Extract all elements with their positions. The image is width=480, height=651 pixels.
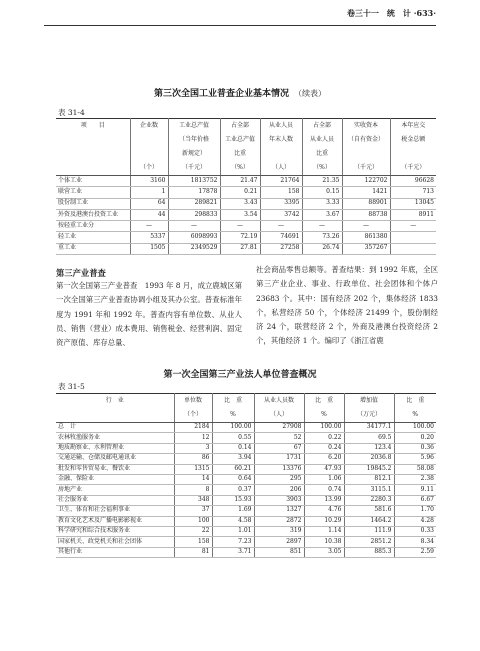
table2-cell: 2.59 [394, 547, 436, 557]
table1-cell: 0.15 [302, 187, 342, 198]
table2-header-cell: % [394, 408, 436, 423]
table2-cell: 4.28 [394, 516, 436, 526]
table2-cell: 348 [174, 495, 212, 505]
table2-row [56, 464, 436, 474]
table1-cell: 3.43 [220, 198, 260, 209]
table2-cell: 295 [254, 474, 304, 484]
table1-row [56, 176, 436, 187]
table1-row [56, 198, 436, 209]
table1-cell: — [220, 221, 260, 232]
table2-cell: 34177.1 [344, 423, 394, 433]
table1-cell: 158 [260, 187, 302, 198]
table1-cell: — [390, 221, 436, 232]
table2-cell: 319 [254, 526, 304, 536]
table1-header-cell [130, 147, 168, 161]
table2-row [56, 506, 436, 516]
table2-cell: 1.14 [304, 526, 344, 536]
table1-header-cell [56, 133, 130, 147]
table2-cell: 22 [174, 526, 212, 536]
table2-cell: 4.76 [304, 506, 344, 516]
table2-cell: 52 [254, 433, 304, 443]
table2-cell: 社会服务业 [56, 495, 174, 505]
table1 [56, 118, 436, 255]
table2-cell: 47.93 [304, 464, 344, 474]
table2-row [56, 474, 436, 484]
table2-cell: 123.4 [344, 443, 394, 453]
table1-cell: 861380 [342, 232, 390, 243]
table1-cell: 1421 [342, 187, 390, 198]
table2-cell: 581.6 [344, 506, 394, 516]
table1-cell: 2349529 [168, 243, 220, 254]
table1-cell: 713 [390, 187, 436, 198]
table1-header-cell: 税金总额 [401, 135, 426, 143]
table2-cell: 房地产业 [56, 485, 174, 495]
table1-cell: 88901 [342, 198, 390, 209]
table1-header-cell: 新规定） [168, 147, 220, 161]
table1-cell: 27258 [260, 243, 302, 254]
table2-cell: 2872 [254, 516, 304, 526]
table2-cell: 3.05 [304, 547, 344, 557]
table1-cell: 1813752 [168, 176, 220, 187]
table1-header-cell [130, 133, 168, 147]
table2-header-cell: 比 重 [394, 394, 436, 409]
table2-cell: 0.37 [212, 485, 254, 495]
table2-cell: 1315 [174, 464, 212, 474]
table1-cell: 21.35 [302, 176, 342, 187]
table2-header-cell: （个） [174, 408, 212, 423]
table1-cell: 3.33 [302, 198, 342, 209]
table1-header-cell: 企业数 [130, 119, 168, 134]
table2-cell: 2.38 [394, 474, 436, 484]
table2-cell: 19845.2 [344, 464, 394, 474]
table2-cell: 卫生、体育和社会福利事业 [56, 506, 174, 516]
table1-header-cell: 比重 [220, 147, 260, 161]
table2-cell: 3115.1 [344, 485, 394, 495]
table2-cell: 0.33 [394, 526, 436, 536]
table2-cell: 1327 [254, 506, 304, 516]
table1-header-cell: （当年价格 [168, 133, 220, 147]
table2-cell: 3903 [254, 495, 304, 505]
table1-cell: 轻工业 [56, 232, 130, 243]
table1-row [56, 232, 436, 243]
table1-cell: 73.26 [302, 232, 342, 243]
table1-cell: 1 [130, 187, 168, 198]
table1-header-cell: 占全部 [302, 119, 342, 134]
table2-cell: 81 [174, 547, 212, 557]
table2-cell: 10.38 [304, 537, 344, 547]
table1-header-cell: （%） [302, 161, 342, 176]
table2-header-cell: % [212, 408, 254, 423]
table2-cell: 5.96 [394, 454, 436, 464]
table2-cell: 1464.2 [344, 516, 394, 526]
table1-label: 表 31-4 [58, 108, 85, 117]
table2-header-cell [56, 408, 174, 423]
table1-cell: 股份制工业 [56, 198, 130, 209]
table2-cell: 15.93 [212, 495, 254, 505]
table2-cell: 2851.2 [344, 537, 394, 547]
table2-cell: 4.58 [212, 516, 254, 526]
table2-cell: 69.5 [344, 433, 394, 443]
table2-header-cell: % [304, 408, 344, 423]
table1-header-cell [56, 147, 130, 161]
table2-cell: 100.00 [394, 423, 436, 433]
table1-header-cell: 从业人员 [302, 133, 342, 147]
table2-cell: 8.34 [394, 537, 436, 547]
section-heading: 第三产业普查 [56, 268, 106, 278]
table1-row [56, 209, 436, 220]
table2-cell: 1.01 [212, 526, 254, 536]
table1-title-text: 第三次全国工业普查企业基本情况 [153, 89, 289, 99]
table1-header-cell: 工业总产值 [220, 133, 260, 147]
table2-row [56, 485, 436, 495]
table2-cell: 10.29 [304, 516, 344, 526]
table2-header-cell: 单位数 [174, 394, 212, 409]
table1-cell: 5337 [130, 232, 168, 243]
table2-cell: 0.36 [394, 443, 436, 453]
table1-subtitle: （续表） [298, 89, 327, 98]
table1-row [56, 187, 436, 198]
table1-cell: 外资及港澳台投资工业 [56, 209, 130, 220]
table2-cell: 2280.3 [344, 495, 394, 505]
table1-header-cell [260, 147, 302, 161]
table2-cell: 3.71 [212, 547, 254, 557]
table2-cell: 67 [254, 443, 304, 453]
table2-cell: 2036.8 [344, 454, 394, 464]
running-header: 卷三十一 统 计 ·633· [346, 8, 436, 18]
table2-cell: 60.21 [212, 464, 254, 474]
table1-header-cell [342, 147, 390, 161]
table1-cell: 26.74 [302, 243, 342, 254]
table2-cell: 100.00 [212, 423, 254, 433]
table1-title [0, 86, 480, 99]
table1-cell: 289821 [168, 198, 220, 209]
table1-cell: — [302, 221, 342, 232]
table2-cell: 86 [174, 454, 212, 464]
table2-row [56, 547, 436, 557]
table1-cell: 0.21 [220, 187, 260, 198]
table2-cell: 13376 [254, 464, 304, 474]
table2-header-cell: （万元） [344, 408, 394, 423]
table2-cell: 8 [174, 485, 212, 495]
table2-cell: 1.70 [394, 506, 436, 516]
table2-cell: 0.20 [394, 433, 436, 443]
table2-title: 第一次全国第三产业法人单位普查概况 [163, 370, 317, 380]
table1-header-row [56, 147, 436, 161]
table1-cell: 13045 [390, 198, 436, 209]
table2-header-cell: （人） [254, 408, 304, 423]
table1-cell: 重工业 [56, 243, 130, 254]
table1-header-cell [56, 161, 130, 176]
table1-cell [390, 243, 436, 254]
table2-cell: 科学研究和综合技术服务业 [56, 526, 174, 536]
table1-cell: 联营工业 [56, 187, 130, 198]
table2-cell: 0.24 [304, 443, 344, 453]
table2-header-cell: 增加值 [344, 394, 394, 409]
table2-row [56, 495, 436, 505]
table1-header-cell: （自有资金） [342, 133, 390, 147]
table2-row [56, 454, 436, 464]
table2-cell: 3.94 [212, 454, 254, 464]
table1-cell: 88738 [342, 209, 390, 220]
table1-cell: 3.67 [302, 209, 342, 220]
table2-cell: 其他行业 [56, 547, 174, 557]
table2-cell: 13.99 [304, 495, 344, 505]
table1-header-cell: 比重 [302, 147, 342, 161]
table2-header-cell: 从业人员数 [254, 394, 304, 409]
table1-header-row [56, 161, 436, 176]
table2-row [56, 433, 436, 443]
table1-cell: 3742 [260, 209, 302, 220]
table1-cell: 3160 [130, 176, 168, 187]
table1-cell: 21764 [260, 176, 302, 187]
table1-header-row [56, 133, 436, 147]
table2-cell: 2897 [254, 537, 304, 547]
table2-cell: 27908 [254, 423, 304, 433]
table2-cell: 国家机关、政党机关和社会团体 [56, 537, 174, 547]
table2-cell: 3 [174, 443, 212, 453]
table1-cell: 1505 [130, 243, 168, 254]
table2-cell: 0.74 [304, 485, 344, 495]
table2-cell: 851 [254, 547, 304, 557]
table1-header-row [56, 119, 436, 134]
table1-cell: — [168, 221, 220, 232]
table2-header-row [56, 408, 436, 423]
table2-cell: 0.22 [304, 433, 344, 443]
table1-header-cell: 占全部 [220, 119, 260, 134]
table2-cell: 2184 [174, 423, 212, 433]
table2-cell: 9.11 [394, 485, 436, 495]
table2-cell: 206 [254, 485, 304, 495]
table2-cell: 37 [174, 506, 212, 516]
table2-cell: 农林牧渔服务业 [56, 433, 174, 443]
table1-cell: 96628 [390, 176, 436, 187]
table2-cell: 6.20 [304, 454, 344, 464]
table1-cell: 122702 [342, 176, 390, 187]
table1-header-cell: （个） [130, 161, 168, 176]
table2-cell: 6.67 [394, 495, 436, 505]
table2-cell: 111.9 [344, 526, 394, 536]
table1-cell: 72.19 [220, 232, 260, 243]
table1-cell: 27.81 [220, 243, 260, 254]
table2-header-cell: 行 业 [56, 394, 174, 409]
table2-cell: 金融、保险业 [56, 474, 174, 484]
table2-row [56, 516, 436, 526]
table1-cell: — [260, 221, 302, 232]
table1-header-cell: 本年应交 [390, 119, 436, 134]
table2-cell: 1731 [254, 454, 304, 464]
table2-cell: 交通运输、仓储及邮电通讯业 [56, 454, 174, 464]
section-paragraph-right: 社会商品零售总额等。普查结果：到 1992 年底，全区第三产业企业、事业、行政单位、社会团体和个体户 23683 个。其中：国有经济 202 个，集体经济 1833 个，私营经济 50 个，个体经济 21499 个，股份制经济 24 个，联营经济 2 个，外商及港澳台投资经济 2 个，其他经济 1 个。编印了《浙江省鹿 [256, 265, 438, 346]
table1-cell: 3.54 [220, 209, 260, 220]
table1-row [56, 221, 436, 232]
table2-cell: 14 [174, 474, 212, 484]
table1-cell: 74691 [260, 232, 302, 243]
table1-cell: 64 [130, 198, 168, 209]
table1-header-cell: （千元） [342, 161, 390, 176]
table2-cell: 885.3 [344, 547, 394, 557]
table2-cell: 158 [174, 537, 212, 547]
table1-cell: — [130, 221, 168, 232]
table2-cell: 12 [174, 433, 212, 443]
table1-cell: — [342, 221, 390, 232]
table1-cell: 6098993 [168, 232, 220, 243]
table1-header-cell: （%） [220, 161, 260, 176]
table1-cell: 个体工业 [56, 176, 130, 187]
table1-header-cell: 项 目 [56, 119, 130, 134]
table2 [56, 393, 436, 558]
section-paragraph-left: 第一次全国第三产业普查 1993 年 8 月，成立鹿城区第一次全国第三产业普查协调小组及其办公室。普查标准年度为 1991 年和 1992 年。普查内容有单位数、从业人员、销售（营业）成本费用、销售税金、经营利润、固定资产原值、库存总量、 [56, 281, 242, 348]
table2-header-cell: 比 重 [304, 394, 344, 409]
table2-row [56, 423, 436, 433]
table2-cell: 地质勘察业、水利管理业 [56, 443, 174, 453]
table1-header-cell: （人） [260, 161, 302, 176]
table2-header-row [56, 394, 436, 409]
table2-cell: 1.06 [304, 474, 344, 484]
table1-row [56, 243, 436, 254]
table2-cell: 100 [174, 516, 212, 526]
table2-cell: 0.64 [212, 474, 254, 484]
table1-cell: 357267 [342, 243, 390, 254]
table2-cell: 总 计 [56, 423, 174, 433]
table2-cell: 812.1 [344, 474, 394, 484]
table1-cell: 17878 [168, 187, 220, 198]
table2-cell: 教育文化艺术及广播电影影视业 [56, 516, 174, 526]
table1-cell: 8911 [390, 209, 436, 220]
table1-header-cell: （千元） [168, 161, 220, 176]
table1-header-cell: 年末人数 [260, 133, 302, 147]
table2-cell: 58.08 [394, 464, 436, 474]
table1-cell: 44 [130, 209, 168, 220]
table2-cell: 0.14 [212, 443, 254, 453]
table2-cell: 1.69 [212, 506, 254, 516]
table1-header-cell: 工业总产值 [168, 119, 220, 134]
table2-cell: 100.00 [304, 423, 344, 433]
table1-header-cell: （千元） [390, 161, 436, 176]
table2-cell: 0.55 [212, 433, 254, 443]
table1-cell: 298833 [168, 209, 220, 220]
table1-header-cell [390, 147, 436, 161]
table1-header-cell: 从业人员 [260, 119, 302, 134]
table1-header-cell: 实收资本 [342, 119, 390, 134]
table2-header-cell: 比 重 [212, 394, 254, 409]
table1-cell: 3395 [260, 198, 302, 209]
table2-label: 表 31-5 [58, 382, 85, 391]
table2-cell: 批发和零售贸易业、餐饮业 [56, 464, 174, 474]
table2-row [56, 443, 436, 453]
table2-row [56, 537, 436, 547]
table2-cell: 7.23 [212, 537, 254, 547]
header-rule [44, 25, 436, 26]
table1-cell [390, 232, 436, 243]
table2-row [56, 526, 436, 536]
table1-cell: 21.47 [220, 176, 260, 187]
table1-cell: 按轻重工业分 [56, 221, 130, 232]
